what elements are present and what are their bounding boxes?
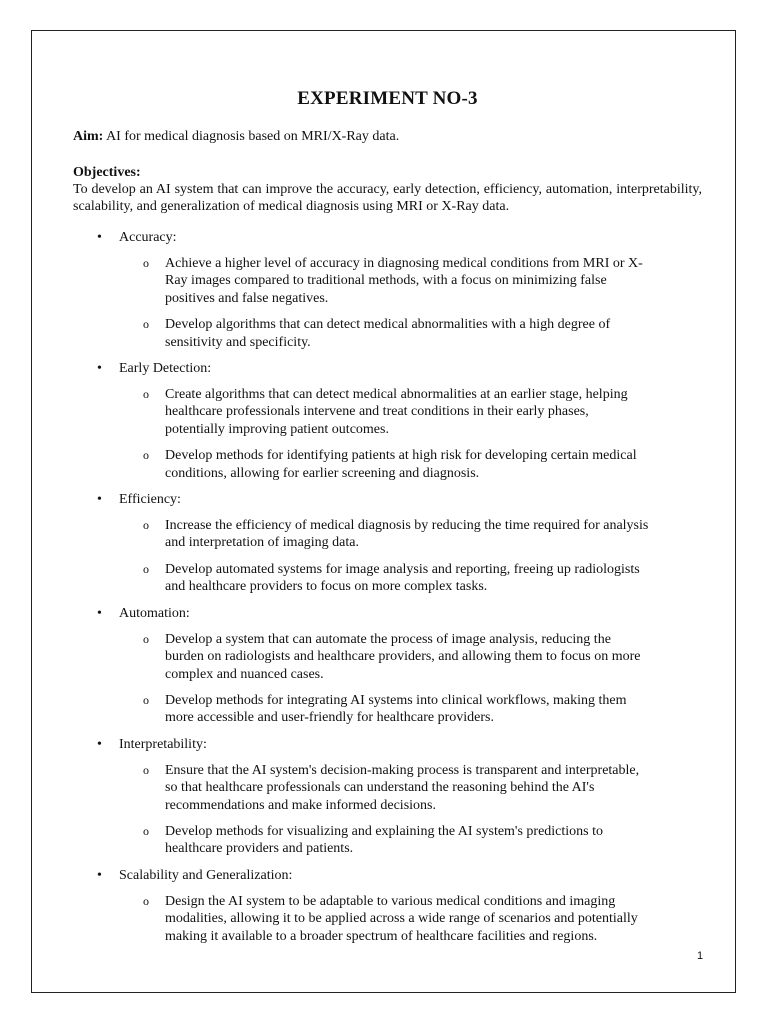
list-item-text: Develop automated systems for image analysis and reporting, freeing up radiologists and healthcare providers to focus on more complex tasks.	[165, 561, 640, 595]
objectives-list	[73, 229, 702, 945]
list-item	[119, 893, 652, 945]
section-items	[119, 255, 702, 351]
circle-bullet-icon: o	[143, 631, 149, 646]
bullet-icon: •	[97, 867, 102, 883]
circle-bullet-icon: o	[143, 518, 149, 533]
circle-bullet-icon: o	[143, 762, 149, 777]
list-item-text: Develop algorithms that can detect medical abnormalities with a high degree of sensitivity and specificity.	[165, 317, 611, 350]
objective-section	[73, 229, 702, 351]
document-body	[73, 86, 702, 954]
bullet-icon: •	[97, 230, 102, 245]
circle-bullet-icon: o	[143, 692, 149, 707]
circle-bullet-icon: o	[143, 561, 149, 576]
list-item	[119, 561, 652, 596]
page-number: 1	[697, 950, 704, 962]
section-label: Interpretability:	[119, 736, 207, 752]
objective-section	[73, 867, 702, 945]
aim-line	[73, 128, 702, 146]
circle-bullet-icon: o	[143, 256, 149, 270]
objective-section	[73, 605, 702, 727]
objectives-text: To develop an AI system that can improve the accuracy, early detection, efficiency, automation, interpretability, scalability, and generalization of medical diagnosis using MRI or X-Ray data.	[73, 182, 702, 214]
list-item-text: Achieve a higher level of accuracy in diagnosing medical conditions from MRI or X-Ray images compared to traditional methods, with a focus on minimizing false positives and false negatives.	[165, 256, 643, 306]
section-items	[119, 517, 702, 596]
list-item-text: Ensure that the AI system's decision-making process is transparent and interpretable, so that healthcare professionals can understand the reasoning behind the AI's recommendations and make informed decisions.	[165, 762, 640, 813]
bullet-icon: •	[97, 361, 102, 377]
bullet-icon: •	[97, 605, 102, 621]
objective-section	[73, 360, 702, 482]
objective-section	[73, 491, 702, 596]
objective-section	[73, 736, 702, 858]
list-item-text: Create algorithms that can detect medical abnormalities at an earlier stage, helping healthcare professionals intervene and treat conditions in their early phases, potentially improving patient outcomes.	[165, 387, 628, 437]
circle-bullet-icon: o	[143, 893, 149, 908]
list-item	[119, 823, 652, 858]
list-item	[119, 631, 652, 683]
list-item-text: Develop methods for visualizing and explaining the AI system's predictions to healthcare providers and patients.	[165, 823, 603, 857]
list-item-text: Develop a system that can automate the process of image analysis, reducing the burden on radiologists and healthcare providers, and allowing them to focus on more complex and nuanced cases.	[165, 631, 641, 682]
list-item	[119, 316, 652, 351]
circle-bullet-icon: o	[143, 823, 149, 838]
aim-label: Aim:	[73, 129, 104, 144]
circle-bullet-icon: o	[143, 387, 149, 402]
aim-text: AI for medical diagnosis based on MRI/X-Ray data.	[106, 129, 400, 144]
section-label: Early Detection:	[119, 361, 212, 377]
list-item	[119, 692, 652, 727]
section-items	[119, 631, 702, 727]
list-item-text: Design the AI system to be adaptable to various medical conditions and imaging modalities, allowing it to be applied across a wide range of scenarios and potentially making it available to a broader spectrum of healthcare facilities and regions.	[165, 893, 638, 944]
page-title: EXPERIMENT NO-3	[297, 88, 478, 109]
list-item	[119, 255, 652, 307]
list-item	[119, 762, 652, 814]
circle-bullet-icon: o	[143, 317, 149, 332]
section-label: Efficiency:	[119, 492, 181, 508]
bullet-icon: •	[97, 736, 102, 752]
circle-bullet-icon: o	[143, 448, 149, 463]
objectives-heading: Objectives:	[73, 165, 141, 180]
list-item	[119, 517, 652, 552]
section-label: Scalability and Generalization:	[119, 867, 293, 883]
list-item-text: Develop methods for integrating AI systems into clinical workflows, making them more accessible and user-friendly for healthcare providers.	[165, 692, 627, 726]
section-label: Accuracy:	[119, 230, 177, 245]
list-item	[119, 447, 652, 482]
section-items	[119, 762, 702, 858]
bullet-icon: •	[97, 492, 102, 508]
list-item-text: Develop methods for identifying patients at high risk for developing certain medical conditions, allowing for earlier screening and diagnosis.	[165, 448, 637, 481]
section-items	[119, 893, 702, 945]
list-item-text: Increase the efficiency of medical diagnosis by reducing the time required for analysis and interpretation of imaging data.	[165, 518, 649, 551]
section-items	[119, 386, 702, 482]
section-label: Automation:	[119, 605, 190, 621]
list-item	[119, 386, 652, 438]
